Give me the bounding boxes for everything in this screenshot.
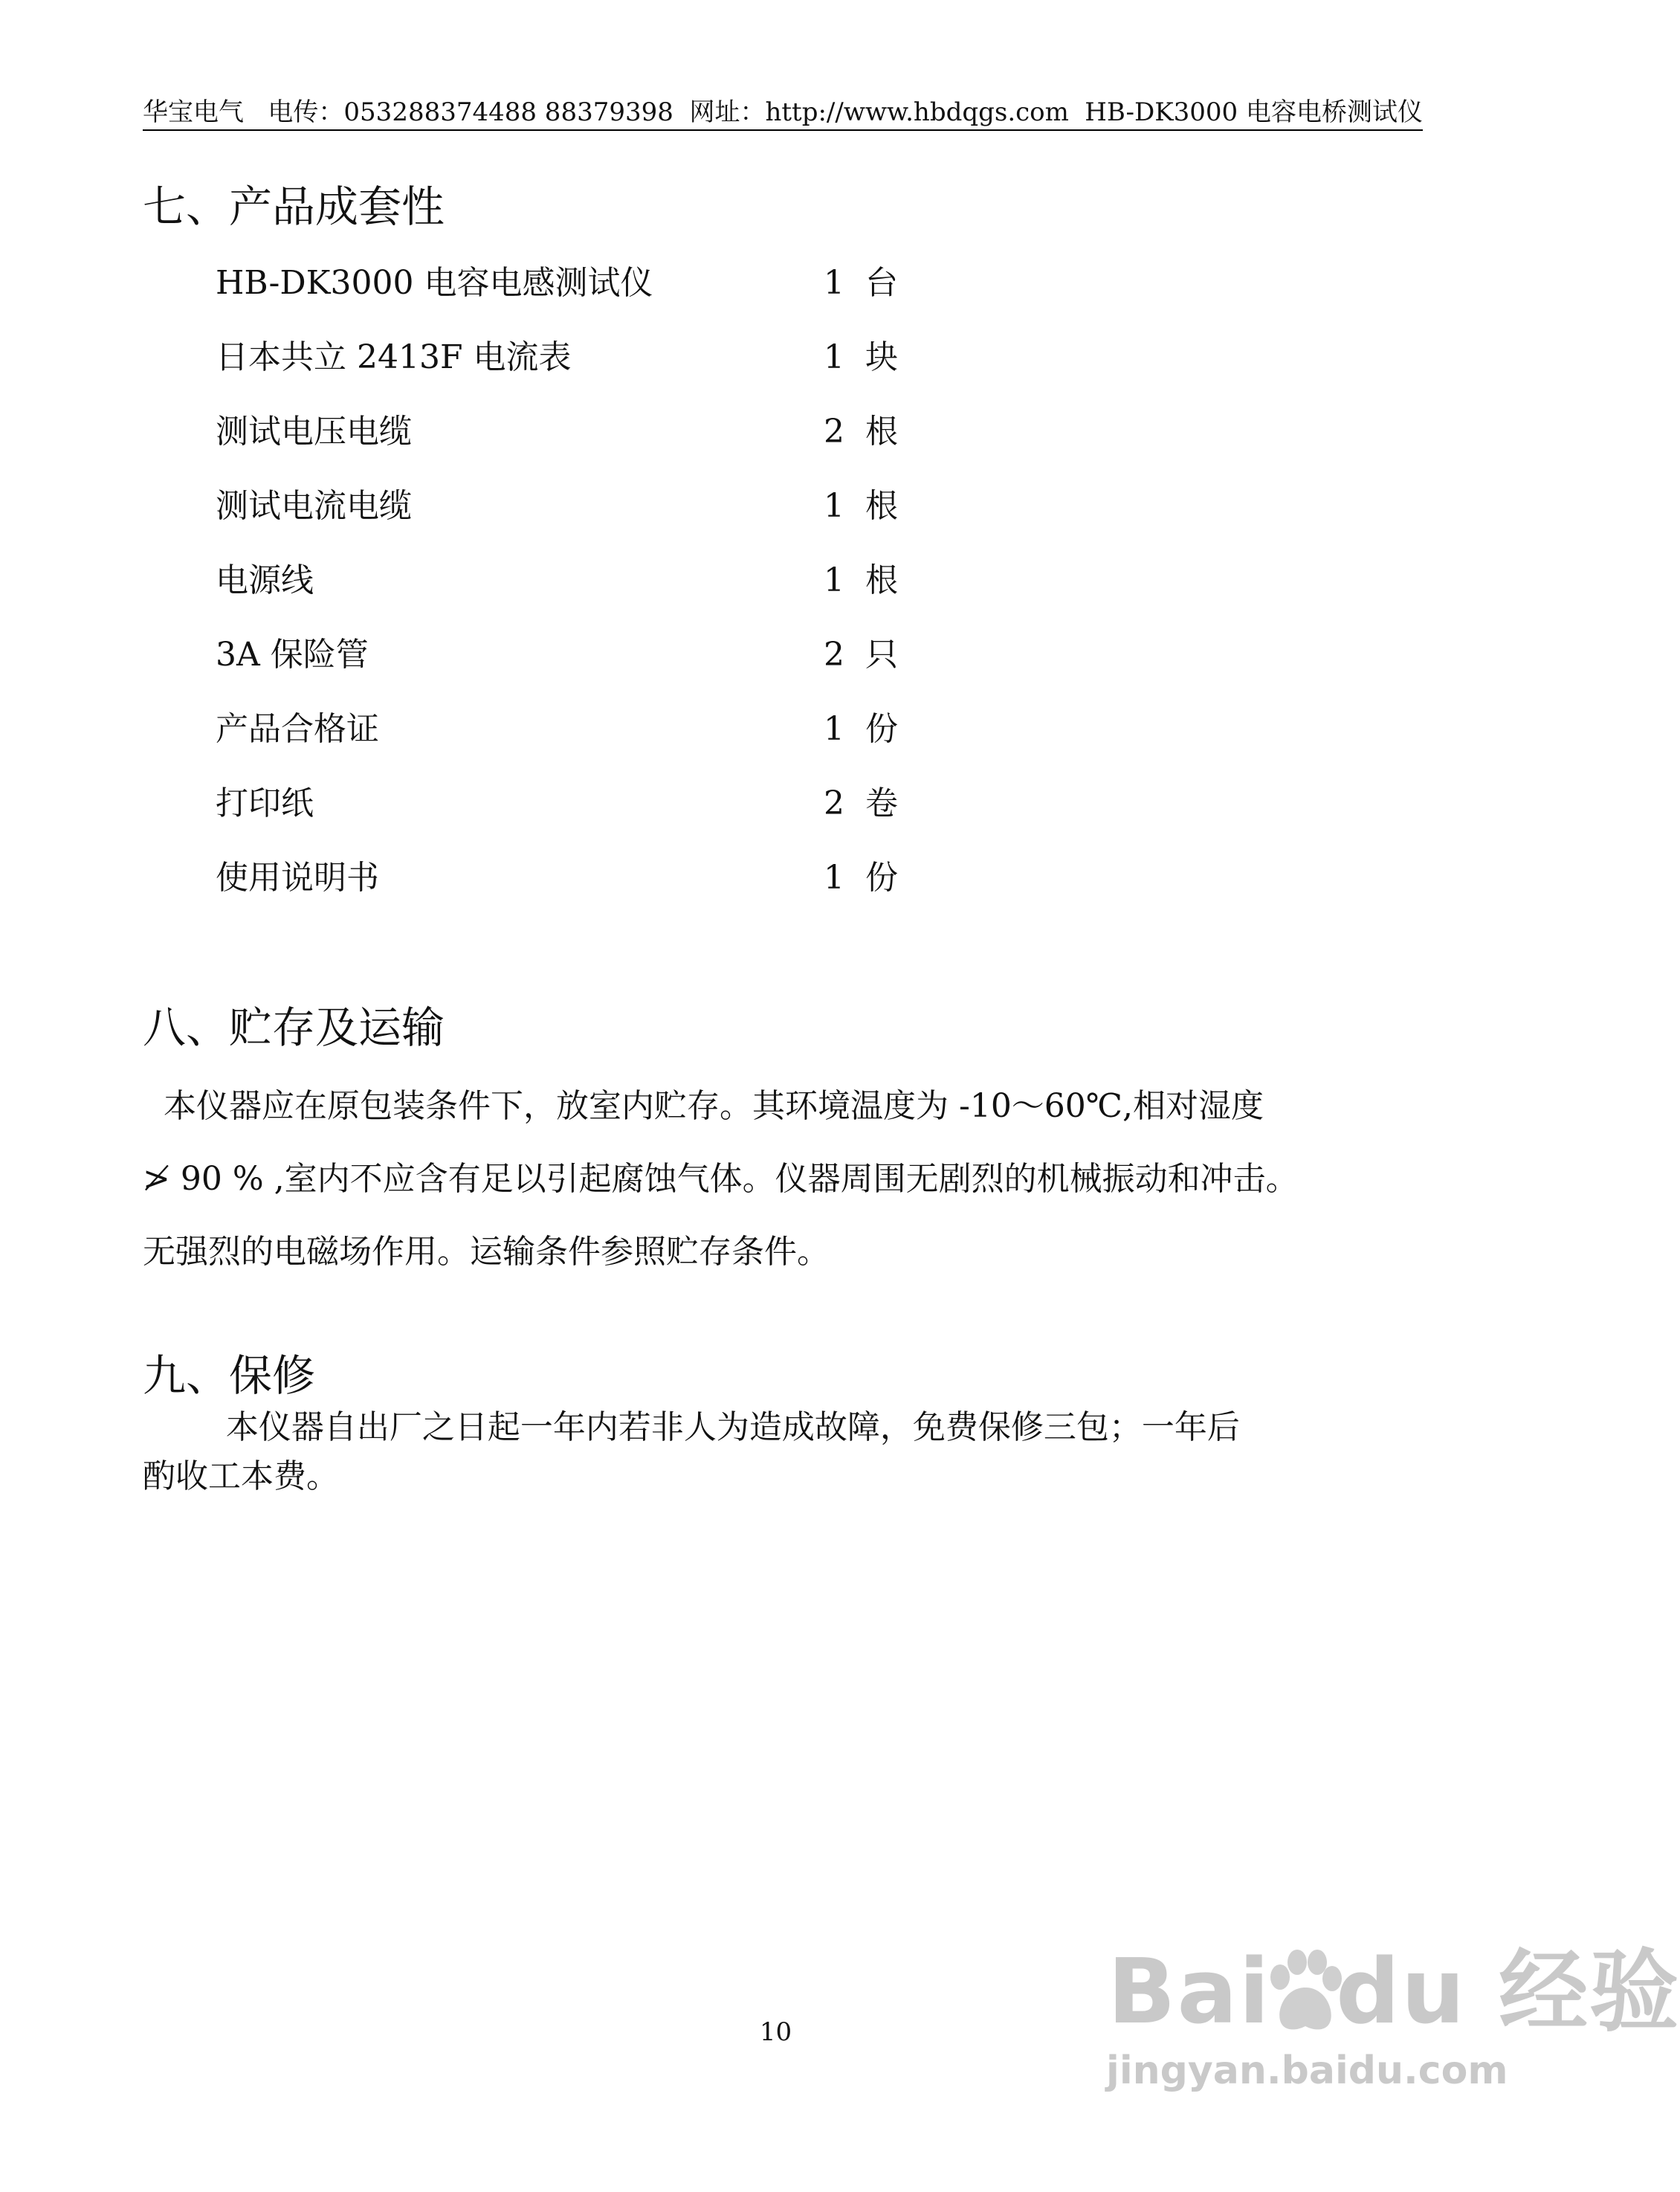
storage-transport-paragraph (143, 1077, 1423, 1285)
paragraph-line: 本仪器自出厂之日起一年内若非人为造成故障，免费保修三包；一年后 (143, 1408, 1240, 1446)
item-quantity: 1 份 (824, 710, 898, 748)
warranty-paragraph (143, 1404, 1423, 1523)
paragraph-line: 酌收工本费。 (143, 1457, 339, 1495)
watermark-url: jingyan.baidu.com (1106, 2048, 1508, 2093)
watermark-brand: Bai du 经验 (1108, 1941, 1680, 2044)
list-item (0, 554, 1551, 628)
list-item (0, 777, 1551, 851)
list-item (0, 405, 1551, 480)
item-name: 电源线 (216, 561, 314, 599)
header-company-contact: 华宝电气 电传：053288374488 88379398 网址：http://www.hbdqgs.com (143, 97, 1069, 127)
item-quantity: 1 根 (824, 561, 898, 599)
page-number: 10 (759, 2017, 792, 2047)
item-name: 产品合格证 (216, 710, 379, 748)
page-header (143, 95, 1423, 131)
list-item (0, 480, 1551, 554)
section-title-storage-transport: 八、贮存及运输 (143, 1002, 445, 1053)
item-quantity: 1 块 (824, 338, 898, 376)
list-item (0, 628, 1551, 703)
paragraph-line: ≯ 90 % ,室内不应含有足以引起腐蚀气体。仪器周围无剧烈的机械振动和冲击。 (143, 1160, 1299, 1198)
paragraph-line: 无强烈的电磁场作用。运输条件参照贮存条件。 (143, 1233, 830, 1271)
item-name: 使用说明书 (216, 859, 379, 897)
item-name: 日本共立 2413F 电流表 (216, 338, 572, 376)
item-quantity: 2 根 (824, 413, 898, 451)
item-quantity: 2 只 (824, 636, 898, 674)
header-product-title: HB-DK3000 电容电桥测试仪 (1085, 97, 1423, 127)
list-item (0, 257, 1551, 331)
paragraph-line: 本仪器应在原包装条件下，放室内贮存。其环境温度为 -10～60℃,相对湿度 (143, 1087, 1264, 1125)
list-item (0, 703, 1551, 777)
item-name: HB-DK3000 电容电感测试仪 (216, 264, 653, 302)
baidu-jingyan-watermark (1093, 1941, 1680, 2115)
section-title-package-contents: 七、产品成套性 (143, 181, 445, 232)
item-quantity: 2 卷 (824, 784, 898, 822)
item-name: 打印纸 (216, 784, 314, 822)
item-name: 测试电压电缆 (216, 413, 412, 451)
item-name: 测试电流电缆 (216, 487, 412, 525)
section-title-warranty: 九、保修 (143, 1350, 316, 1401)
item-name: 3A 保险管 (216, 636, 369, 674)
item-quantity: 1 份 (824, 859, 898, 897)
list-item (0, 331, 1551, 405)
item-quantity: 1 台 (824, 264, 898, 302)
list-item (0, 851, 1551, 926)
item-quantity: 1 根 (824, 487, 898, 525)
